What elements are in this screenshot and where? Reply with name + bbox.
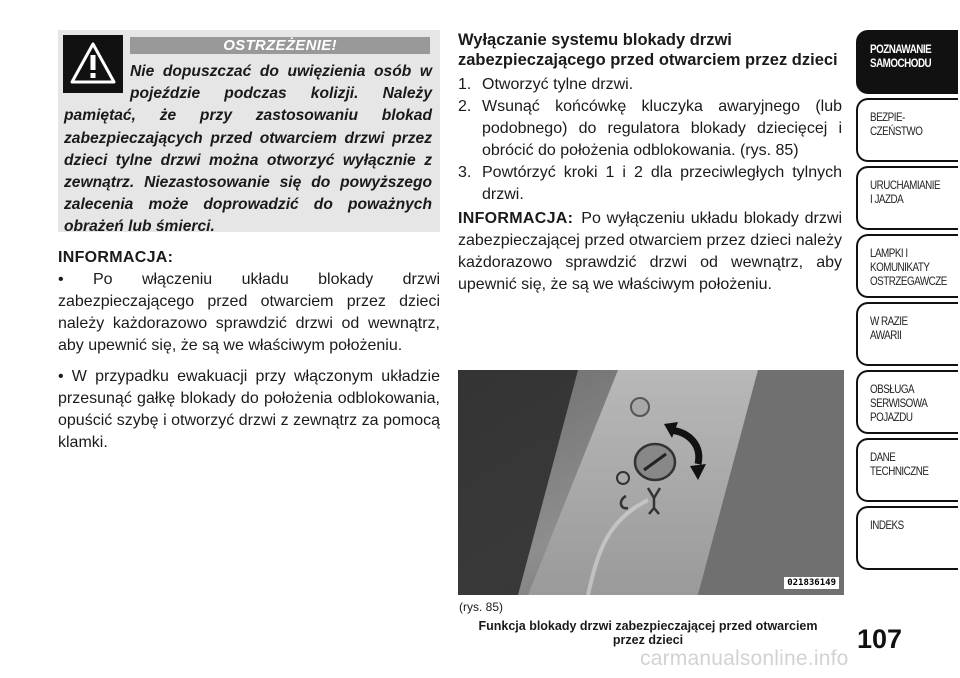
step-text: Otworzyć tylne drzwi. <box>482 76 634 93</box>
tab-lampki-i-komunikaty[interactable] <box>856 234 958 298</box>
child-lock-photo <box>458 370 844 595</box>
step-number: 3. <box>458 164 472 181</box>
section-title: Wyłączanie systemu blokady drzwi zabezpieczającego przed otwarciem przez dzieci <box>458 31 838 69</box>
step-item <box>458 96 842 162</box>
figure-caption: Funkcja blokady drzwi zabezpieczającej przed otwarciem przez dzieci <box>478 619 818 647</box>
tab-poznawanie-samochodu[interactable] <box>856 30 958 94</box>
tab-label: BEZPIE- CZEŃSTWO <box>870 110 923 138</box>
tab-label: INDEKS <box>870 518 904 532</box>
info-bullet-1: • Po włączeniu układu blokady drzwi zabezpieczającego przed otwarciem przez dzieci należy każdorazowo sprawdzić drzwi od wewnątrz, aby upewnić się, że są we właściwym położeniu. <box>58 271 440 354</box>
tab-obsluga-serwisowa[interactable] <box>856 370 958 434</box>
page-number: 107 <box>857 624 903 654</box>
chapter-tabs <box>856 30 958 574</box>
tab-label: W RAZIE AWARII <box>870 314 908 342</box>
image-id-label: 021836149 <box>784 577 839 589</box>
tab-label: URUCHAMIANIE I JAZDA <box>870 178 941 206</box>
tab-label: LAMPKI I KOMUNIKATY OSTRZEGAWCZE <box>870 246 947 288</box>
info-text: Po wyłączeniu układu blokady drzwi zabezpieczającej przed otwarciem przez dzieci należy każdorazowo sprawdzić drzwi od wewnątrz, aby upewnić się, że są we właściwym położeniu. <box>458 210 842 293</box>
figure-reference: (rys. 85) <box>459 600 504 614</box>
step-text: Wsunąć końcówkę kluczyka awaryjnego (lub podobnego) do regulatora blokady dziecięcej i obrócić do położenia odblokowania. (rys. 85) <box>482 98 842 159</box>
tab-indeks[interactable] <box>856 506 958 570</box>
right-column <box>458 30 842 296</box>
tab-dane-techniczne[interactable] <box>856 438 958 502</box>
step-text: Powtórzyć kroki 1 i 2 dla przeciwległych tylnych drzwi. <box>482 164 842 203</box>
steps-list <box>458 74 842 206</box>
left-column <box>58 247 440 454</box>
info-paragraph <box>458 208 842 296</box>
warning-box <box>58 30 440 236</box>
info-bullet-2: • W przypadku ewakuacji przy włączonym układzie przesunąć gałkę blokady do położenia odblokowania, opuścić szybę i otworzyć drzwi z zewnątrz za pomocą klamki. <box>58 368 440 451</box>
tab-w-razie-awarii[interactable] <box>856 302 958 366</box>
info-heading: INFORMACJA: <box>58 249 174 266</box>
step-number: 2. <box>458 98 472 115</box>
warning-title: OSTRZEŻENIE! <box>130 37 430 54</box>
watermark: carmanualsonline.info <box>640 647 849 670</box>
step-item <box>458 162 842 206</box>
tab-uruchamianie-i-jazda[interactable] <box>856 166 958 230</box>
tab-label: POZNAWANIE SAMOCHODU <box>870 42 932 70</box>
tab-label: OBSŁUGA SERWISOWA POJAZDU <box>870 382 928 424</box>
step-number: 1. <box>458 76 472 93</box>
tab-label: DANE TECHNICZNE <box>870 450 929 478</box>
info-label: INFORMACJA: <box>458 210 574 227</box>
tab-bezpieczenstwo[interactable] <box>856 98 958 162</box>
warning-text: Nie dopuszczać do uwięzienia osób w pojeździe podczas kolizji. Należy pamiętać, że przy zastosowaniu blokad zabezpieczających przed otwarciem drzwi przez dzieci tylne drzwi można otworzyć wyłącznie z zewnątrz. Niezastosowanie się do powyższego zalecenia może doprowadzić do poważnych obrażeń lub śmierci. <box>64 63 432 236</box>
step-item <box>458 74 842 96</box>
